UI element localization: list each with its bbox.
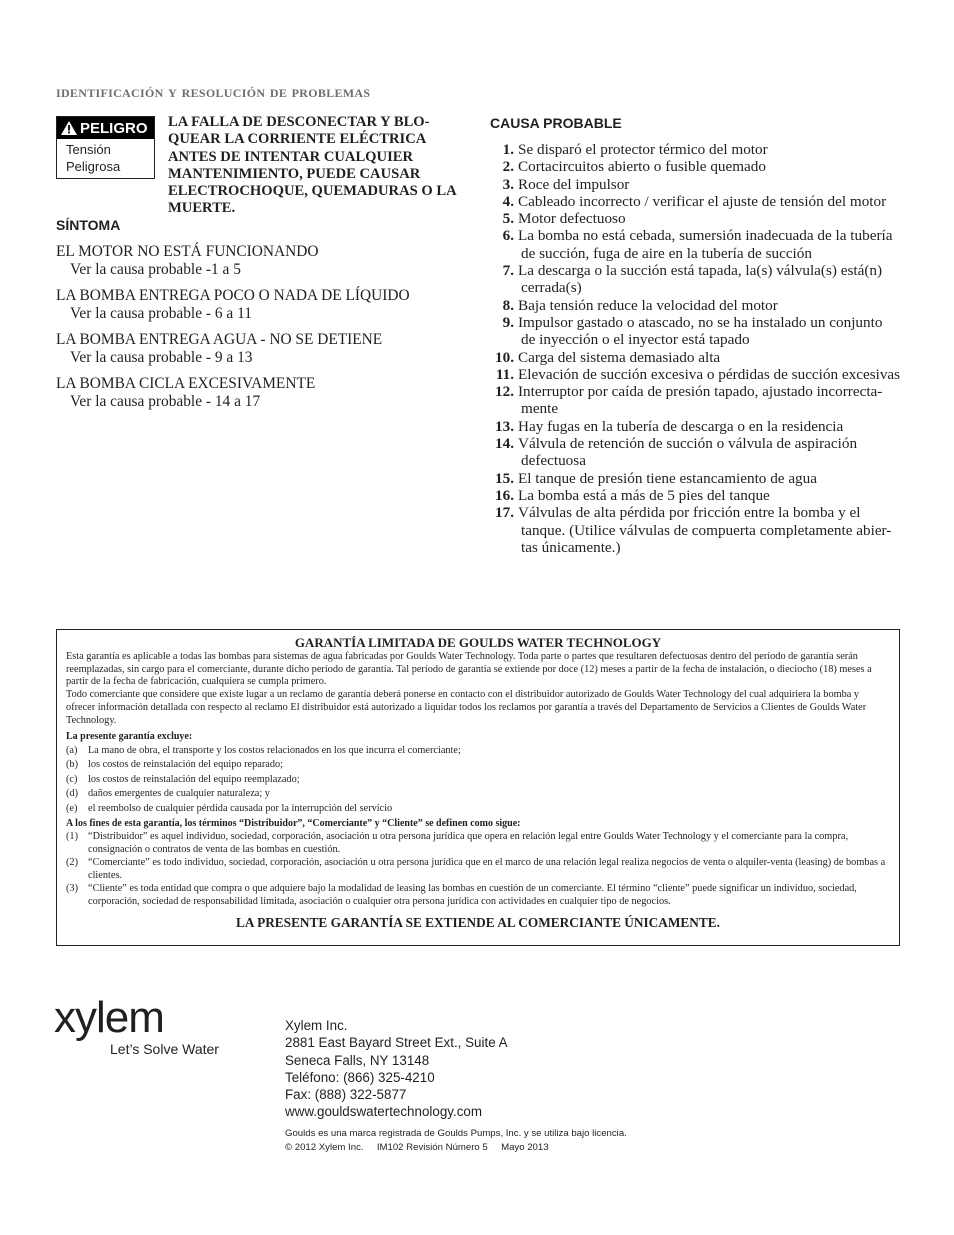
cause-text: La bomba no está cebada, sumersión inadecuada de la tubería de succión, fuga de aire en la tubería de succión	[518, 227, 893, 262]
cause-item	[490, 158, 910, 175]
cause-text: Carga del sistema demasiado alta	[518, 348, 721, 366]
symptom-title: LA BOMBA CICLA EXCESIVAMENTE	[56, 375, 316, 392]
symptom-item	[56, 331, 476, 366]
xylem-logo-icon	[54, 998, 194, 1044]
cause-item	[490, 470, 910, 487]
cause-text: Elevación de succión excesiva o pérdidas de succión excesivas	[518, 365, 901, 383]
cause-text: Válvula de retención de succión o válvula de aspiración defectuosa	[518, 435, 858, 470]
cause-item	[490, 504, 910, 556]
logo-wordmark: xylem	[54, 998, 164, 1042]
address-line: www.gouldswatertechnology.com	[285, 1104, 482, 1120]
cause-number: 8.	[502, 296, 514, 314]
cause-text: Impulsor gastado o atascado, no se ha instalado un conjunto de inyección o el inyector está tapado	[518, 313, 883, 349]
cause-text: Válvulas de alta pérdida por fricción entre la bomba y el tanque. (Utilice válvulas de compuerta completamente abier- tas únicamente.)	[518, 504, 892, 556]
danger-header	[57, 117, 154, 139]
cause-text: La descarga o la succión está tapada, la(s) válvula(s) está(n) cerrada(s)	[518, 262, 883, 297]
cause-text: Interruptor por caída de presión tapado, ajustado incorrecta- mente	[518, 383, 883, 418]
cause-text: La bomba está a más de 5 pies del tanque	[518, 486, 770, 504]
cause-item	[490, 227, 910, 262]
cause-number: 6.	[502, 227, 514, 245]
warranty-exclusion-item: (b) los costos de reinstalación del equipo reparado;	[66, 759, 284, 771]
cause-number: 17.	[495, 504, 514, 522]
cause-item	[490, 418, 910, 435]
warranty-exclusion-item: (d) daños emergentes de cualquier naturaleza; y	[66, 788, 270, 800]
cause-text: Cableado incorrecto / verificar el ajuste de tensión del motor	[518, 192, 887, 210]
cause-number: 7.	[502, 262, 514, 280]
symptom-ref: Ver la causa probable - 9 a 13	[70, 349, 253, 366]
cause-item	[490, 176, 910, 193]
warranty-definitions-title: A los fines de esta garantía, los términos “Distribuidor”, “Comerciante” y “Cliente” se definen como sigue:	[66, 818, 521, 830]
cause-item	[490, 262, 910, 297]
cause-item	[490, 141, 910, 158]
symptom-title: EL MOTOR NO ESTÁ FUNCIONANDO	[56, 243, 319, 260]
cause-text: Cortacircuitos abierto o fusible quemado	[518, 158, 766, 176]
cause-number: 11.	[495, 365, 514, 383]
warranty-title: GARANTÍA LIMITADA DE GOULDS WATER TECHNOLOGY	[294, 635, 662, 650]
danger-box	[56, 116, 155, 179]
warranty-definition-item: (2) “Comerciante” es todo individuo, sociedad, corporación, asociación u otra persona jurídica que en el marco de una relación legal realiza negocios de venta o alquiler-venta (leasing) de bombas a clientes.	[66, 856, 886, 881]
danger-sub-line-1: Tensión	[66, 142, 111, 157]
cause-number: 15.	[495, 469, 514, 487]
cause-text: El tanque de presión tiene estancamiento de agua	[518, 469, 817, 487]
warranty-paragraph-2: Todo comerciante que considere que existe lugar a un reclamo de garantía deberá ponerse en contacto con el distribuidor autorizado de Goulds Water Technology del cual adquiriera la bomba y ofrecer información detallada con respecto al reclamo El distribuidor está autorizado a liquidar todos los reclamos por garantía a través del Departamento de Servicios a Clientes de Goulds Water Technology.	[66, 689, 867, 726]
cause-item	[490, 210, 910, 227]
cause-item	[490, 314, 910, 349]
cause-item	[490, 435, 910, 470]
cause-number: 1.	[502, 141, 514, 158]
cause-text: Se disparó el protector térmico del motor	[518, 141, 768, 158]
symptom-title: LA BOMBA ENTREGA POCO O NADA DE LÍQUIDO	[56, 287, 410, 304]
trademark-block	[285, 1127, 627, 1155]
danger-label: PELIGRO	[80, 119, 148, 137]
warranty-definitions	[66, 831, 890, 908]
cause-item	[490, 383, 910, 418]
cause-text: Baja tensión reduce la velocidad del motor	[518, 296, 778, 314]
cause-number: 14.	[495, 435, 514, 453]
cause-number: 10.	[495, 348, 514, 366]
symptom-title: LA BOMBA ENTREGA AGUA - NO SE DETIENE	[56, 331, 383, 348]
cause-text: Hay fugas en la tubería de descarga o en la residencia	[518, 417, 844, 435]
address-line: Seneca Falls, NY 13148	[285, 1052, 430, 1068]
trademark-notice: Goulds es una marca registrada de Goulds Pumps, Inc. y se utiliza bajo licencia.	[285, 1128, 627, 1139]
warranty-box	[56, 629, 900, 946]
danger-warning-text: LA FALLA DE DESCONECTAR Y BLO-QUEAR LA CORRIENTE ELÉCTRICA ANTES DE INTENTAR CUALQUIER MANTENIMIENTO, PUEDE CAUSAR ELECTROCHOQUE, QUEMADURAS O LA MUERTE.	[168, 114, 456, 217]
cause-list	[490, 141, 910, 556]
cause-item	[490, 193, 910, 210]
danger-sub-line-2: Peligrosa	[66, 159, 121, 174]
address-line: Fax: (888) 322-5877	[285, 1087, 407, 1103]
symptom-item	[56, 375, 476, 410]
address-line: Teléfono: (866) 325-4210	[285, 1069, 435, 1085]
address-line: 2881 East Bayard Street Ext., Suite A	[285, 1035, 508, 1051]
cause-heading: CAUSA PROBABLE	[490, 115, 622, 131]
symptom-item	[56, 243, 476, 278]
cause-number: 5.	[502, 210, 514, 228]
address-line: Xylem Inc.	[285, 1018, 348, 1033]
cause-number: 16.	[495, 486, 514, 504]
warranty-paragraph-1: Esta garantía es aplicable a todas las bombas para sistemas de agua fabricadas por Goulds Water Technology. Toda parte o partes que resultaren defectuosas dentro del período de garantía serán reemplazadas, sin cargo para el comerciante, durante dicho período de garantía. Tal período de garantía se extiende por doce (12) meses a partir de la fecha de instalación, o dieciocho (18) meses a partir de la fecha de fabricación, cualquiera se cumpla primero.	[66, 651, 872, 688]
cause-item	[490, 487, 910, 504]
warranty-definition-item: (3) “Cliente” es toda entidad que compra o que adquiere bajo la modalidad de leasing las bombas en cuestión de un comerciante. El término “cliente” puede significar un individuo, sociedad, corporación, sociedad de responsabilidad limitada, asociación o cualquier otra persona jurídica con actividades en cualquier tipo de negocios.	[66, 882, 857, 907]
cause-item	[490, 366, 910, 383]
warning-triangle-icon	[61, 121, 77, 135]
logo-tagline: Let’s Solve Water	[110, 1041, 219, 1057]
cause-number: 9.	[502, 313, 514, 331]
warranty-exclusions	[66, 744, 890, 817]
cause-number: 2.	[502, 158, 514, 176]
cause-item	[490, 297, 910, 314]
symptom-ref: Ver la causa probable - 14 a 17	[70, 393, 261, 410]
danger-sub	[57, 139, 154, 175]
page-title: identificación y resolución de problemas	[56, 82, 371, 101]
warranty-definition-item: (1) “Distribuidor” es aquel individuo, sociedad, corporación, asociación u otra persona jurídica que opera en relación legal entre Goulds Water Technology y el comerciante para la compra, consignación o contratos de venta de las bombas en cuestión.	[66, 831, 849, 856]
cause-text: Roce del impulsor	[518, 175, 630, 193]
symptom-ref: Ver la causa probable - 6 a 11	[70, 305, 252, 322]
symptom-heading: SÍNTOMA	[56, 217, 121, 233]
cause-text: Motor defectuoso	[518, 210, 626, 228]
cause-number: 12.	[495, 383, 514, 401]
warranty-exclusions-title: La presente garantía excluye:	[66, 731, 193, 743]
symptom-list	[56, 243, 476, 419]
copyright-notice: © 2012 Xylem Inc. IM102 Revisión Número 5 Mayo 2013	[285, 1142, 549, 1153]
warranty-exclusion-item: (a) La mano de obra, el transporte y los costos relacionados en los que incurra el comerciante;	[66, 744, 461, 756]
warranty-exclusion-item: (e) el reembolso de cualquier pérdida causada por la interrupción del servicio	[66, 802, 393, 814]
cause-number: 13.	[495, 417, 514, 435]
warranty-exclusion-item: (c) los costos de reinstalación del equipo reemplazado;	[66, 773, 300, 785]
symptom-item	[56, 287, 476, 322]
symptom-ref: Ver la causa probable -1 a 5	[70, 261, 241, 278]
cause-item	[490, 349, 910, 366]
company-address	[285, 1017, 508, 1121]
cause-number: 3.	[502, 175, 514, 193]
warranty-footer: LA PRESENTE GARANTÍA SE EXTIENDE AL COMERCIANTE ÚNICAMENTE.	[236, 914, 720, 930]
cause-number: 4.	[502, 192, 514, 210]
